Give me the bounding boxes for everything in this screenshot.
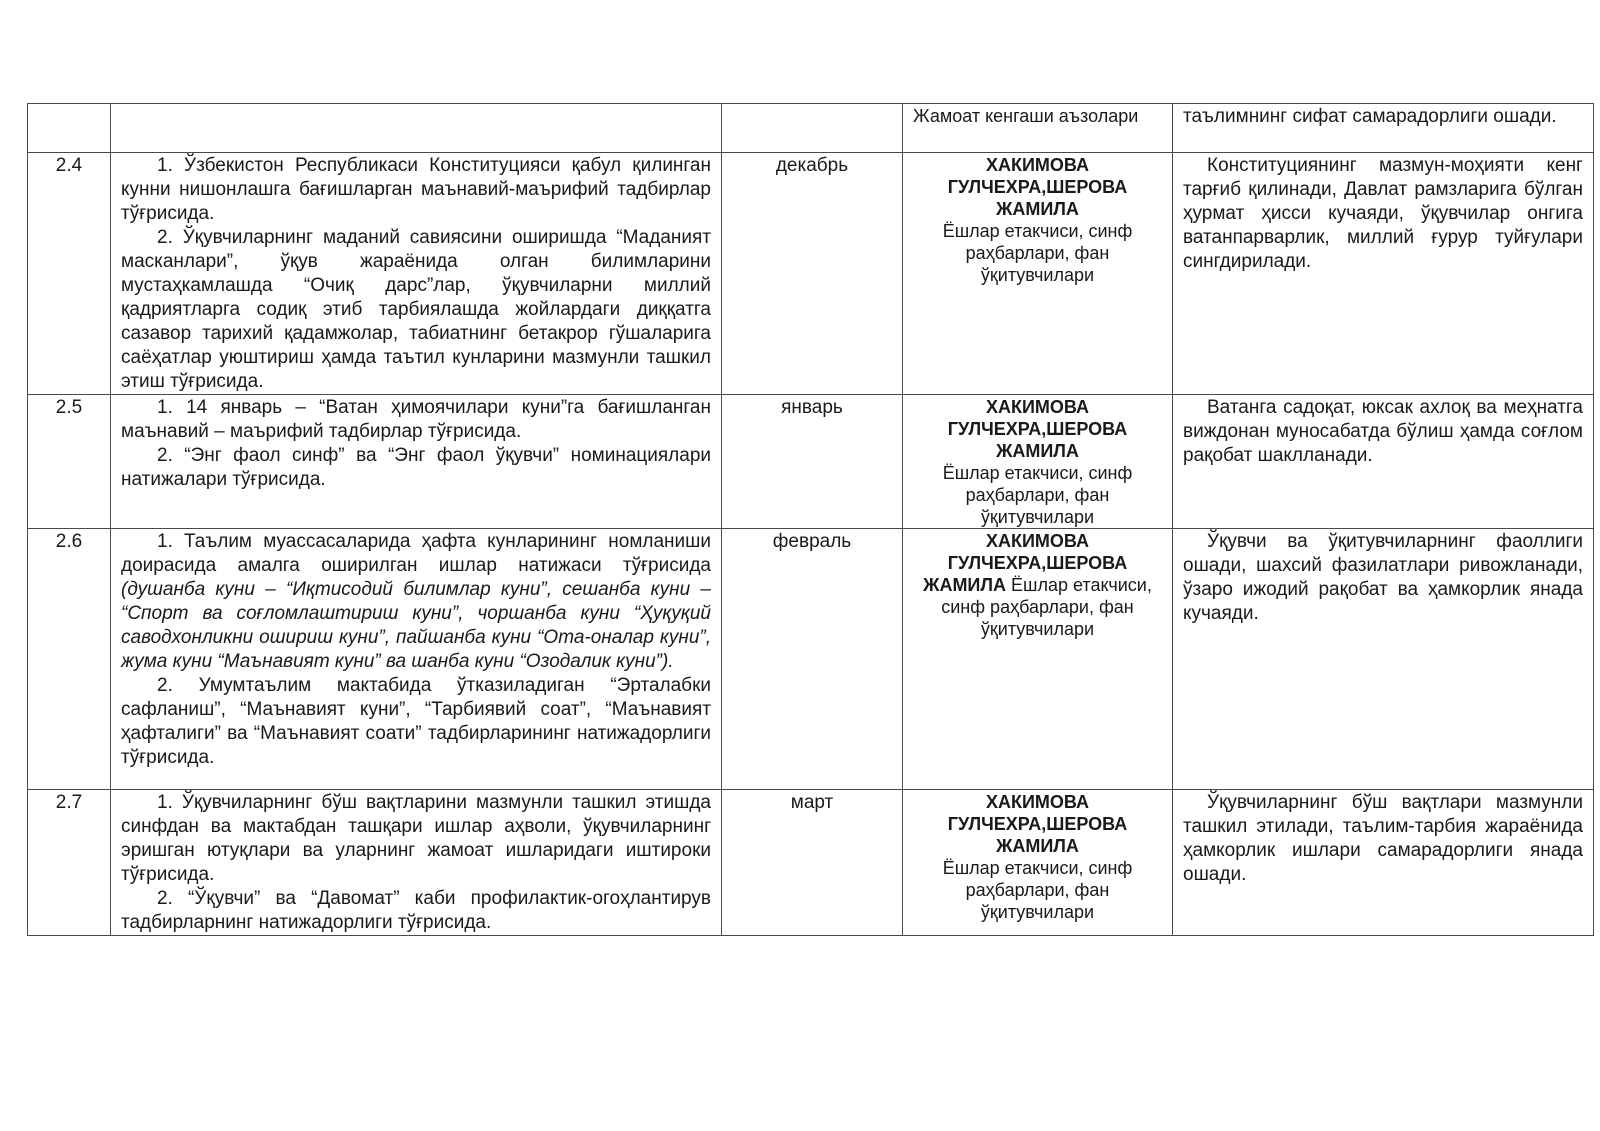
responsible-names: ХАКИМОВА ГУЛЧЕХРА,ШЕРОВА ЖАМИЛА: [947, 155, 1128, 219]
result-text: Ватанга садоқат, юксак ахлоқ ва меҳнатга виждонан муносабатда бўлиш ҳамда соғлом рақобат шаклланади.: [1183, 397, 1583, 466]
responsible-roles: Ёшлар етакчиси, синф раҳбарлари, фан ўқитувчилари: [942, 858, 1133, 922]
topic-item: 2. Умумтаълим мактабида ўтказиладиган “Эрталабки сафланиш”, “Маънавият куни”, “Тарбиявий соат”, “Маънавият ҳафталиги” ва “Маънавият соати” тадбирларининг натижадорлиги тўғрисида.: [121, 675, 711, 768]
topic-item: [121, 530, 711, 674]
table-row: [28, 153, 1594, 395]
term-cell: [722, 104, 903, 153]
table-row: [28, 529, 1594, 790]
responsible-roles: Ёшлар етакчиси, синф раҳбарлари, фан ўқитувчилари: [942, 221, 1133, 285]
responsible-roles: Ёшлар етакчиси, синф раҳбарлари, фан ўқитувчилари: [941, 575, 1152, 639]
responsible-names: ХАКИМОВА ГУЛЧЕХРА,ШЕРОВА ЖАМИЛА: [923, 531, 1128, 595]
topic-cell: [111, 790, 722, 936]
topic-item: 1. Ўқувчиларнинг бўш вақтларини мазмунли ташкил этишда синфдан ва мактабдан ташқари ишлар аҳволи, ўқувчиларнинг эришган ютуқлари ва уларнинг жамоат ишларидаги иштироки тўғрисида.: [121, 792, 711, 885]
responsible-cell: [903, 153, 1173, 395]
result-text: Ўқувчиларнинг бўш вақтлари мазмунли ташкил этилади, таълим-тарбия жараёнида ҳамкорлик ишлари самарадорлиги янада ошади.: [1183, 792, 1583, 885]
term-cell: январь: [722, 395, 903, 529]
topic-item: 2. “Ўқувчи” ва “Давомат” каби профилактик-огоҳлантирув тадбирларнинг натижадорлиги тўғрисида.: [121, 888, 711, 933]
table-row: [28, 104, 1594, 153]
responsible-cell: [903, 529, 1173, 790]
result-text: Ўқувчи ва ўқитувчиларнинг фаоллиги ошади, шахсий фазилатлари ривожланади, ўзаро ижодий рақобат ва ҳамкорлик янада кучаяди.: [1183, 531, 1583, 624]
result-cell: [1173, 395, 1594, 529]
responsible-cell: [903, 395, 1173, 529]
topic-item: 1. Ўзбекистон Республикаси Конституцияси қабул қилинган кунни нишонлашга бағишларган маънавий-маърифий тадбирлар тўғрисида.: [121, 155, 711, 224]
responsible-cell: Жамоат кенгаши аъзолари: [903, 104, 1173, 153]
table-row: [28, 395, 1594, 529]
topic-cell: [111, 153, 722, 395]
table-row: [28, 790, 1594, 936]
term-cell: февраль: [722, 529, 903, 790]
topic-item-text: 1. Таълим муассасаларида ҳафта кунларининг номланиши доирасида амалга оширилган ишлар натижаси тўғрисида: [121, 531, 711, 576]
result-text: Конституциянинг мазмун-моҳияти кенг тарғиб қилинади, Давлат рамзларига бўлган ҳурмат ҳисси кучаяди, ўқувчилар онгига ватанпарварлик, миллий ғурур туйғулари сингдирилади.: [1183, 155, 1583, 272]
row-number-cell: 2.4: [28, 153, 111, 395]
row-number-cell: 2.6: [28, 529, 111, 790]
result-cell: [1173, 529, 1594, 790]
topic-cell: [111, 395, 722, 529]
row-number-cell: 2.5: [28, 395, 111, 529]
result-cell: таълимнинг сифат самарадорлиги ошади.: [1173, 104, 1594, 153]
responsible-names: ХАКИМОВА ГУЛЧЕХРА,ШЕРОВА ЖАМИЛА: [947, 792, 1128, 856]
topic-item: 2. Ўқувчиларнинг маданий савиясини оширишда “Маданият масканлари”, ўқув жараёнида олган билимларини мустаҳкамлашда “Очиқ дарс”лар, ўқувчиларни миллий қадриятларга содиқ этиб тарбиялашда жойлардаги диққатга сазавор тарихий қадамжолар, табиатнинг бетакрор гўшаларига саёҳатлар уюштириш ҳамда таътил кунларини мазмунли ташкил этиш тўғрисида.: [121, 227, 711, 392]
topic-item-italic-text: (душанба куни – “Иқтисодий билимлар куни”, сешанба куни – “Спорт ва соғломлаштириш куни”, чоршанба куни “Ҳуқуқий саводхонликни ошириш куни”, пайшанба куни “Ота-оналар куни”, жума куни “Маънавият куни” ва шанба куни “Озодалик куни”).: [121, 579, 711, 672]
term-cell: декабрь: [722, 153, 903, 395]
row-number-cell: 2.7: [28, 790, 111, 936]
responsible-roles: Ёшлар етакчиси, синф раҳбарлари, фан ўқитувчилари: [942, 463, 1133, 527]
responsible-cell: [903, 790, 1173, 936]
responsible-names: ХАКИМОВА ГУЛЧЕХРА,ШЕРОВА ЖАМИЛА: [947, 397, 1128, 461]
topic-cell: [111, 529, 722, 790]
topic-item: 2. “Энг фаол синф” ва “Энг фаол ўқувчи” номинациялари натижалари тўғрисида.: [121, 445, 711, 490]
topic-cell: [111, 104, 722, 153]
result-cell: [1173, 153, 1594, 395]
term-cell: март: [722, 790, 903, 936]
topic-item: 1. 14 январь – “Ватан ҳимоячилари куни”га бағишланган маънавий – маърифий тадбирлар тўғрисида.: [121, 397, 711, 442]
row-number-cell: [28, 104, 111, 153]
plan-table: [27, 103, 1594, 936]
result-cell: [1173, 790, 1594, 936]
